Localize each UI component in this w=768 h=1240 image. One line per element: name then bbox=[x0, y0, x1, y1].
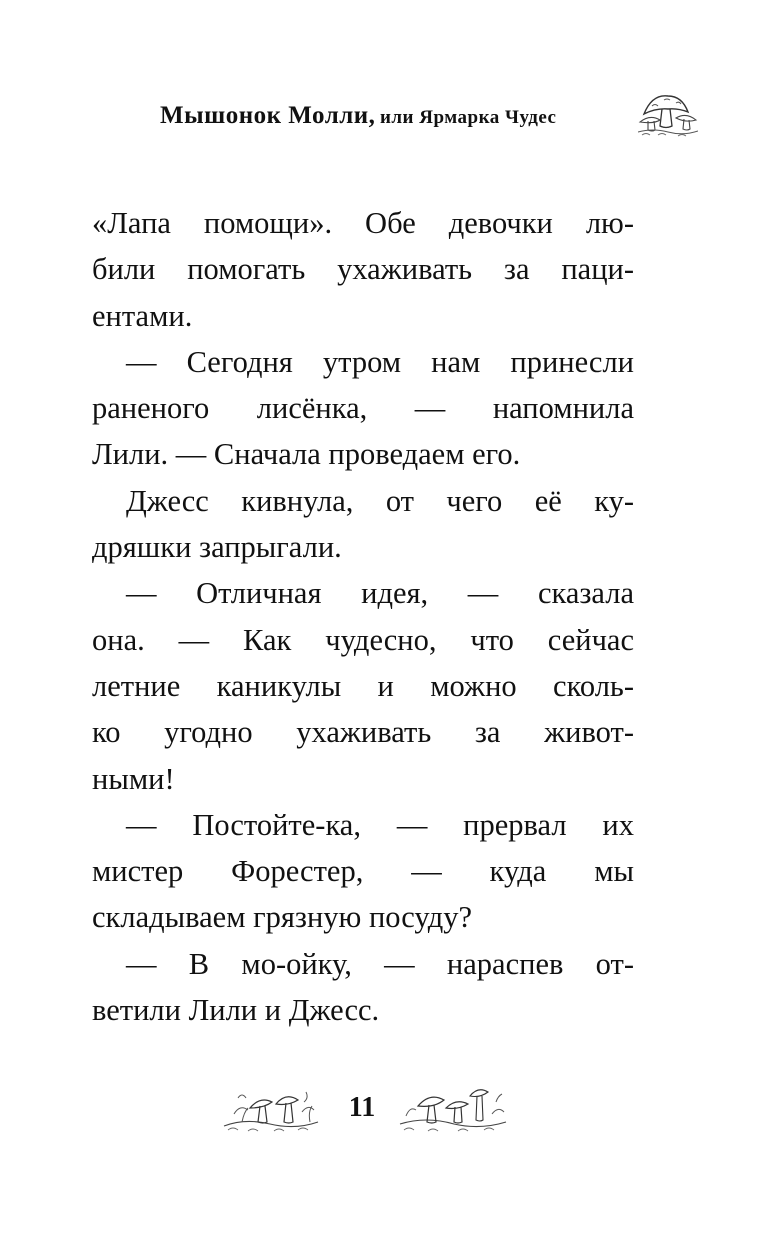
text-line: ветили Лили и Джесс. bbox=[92, 993, 380, 1028]
text-line: мистер Форестер, — куда мы bbox=[92, 854, 634, 889]
running-header bbox=[160, 96, 705, 144]
book-title-sub: или Ярмарка Чудес bbox=[379, 107, 557, 128]
page-footer bbox=[220, 1078, 510, 1138]
text-line: — Постойте-ка, — прервал их bbox=[126, 807, 634, 842]
text-line: Джесс кивнула, от чего её ку- bbox=[126, 483, 634, 518]
mushroom-ornament-left-icon bbox=[220, 1078, 320, 1138]
text-line: ентами. bbox=[92, 298, 193, 333]
book-title-main: Мышонок Молли, bbox=[160, 102, 376, 129]
body-text bbox=[92, 200, 634, 1033]
text-line: били помогать ухаживать за паци- bbox=[92, 252, 634, 287]
text-line: — Отличная идея, — сказала bbox=[126, 576, 634, 611]
text-line: Лили. — Сначала проведаем его. bbox=[92, 437, 521, 472]
mushroom-ornament-icon bbox=[638, 88, 698, 138]
text-line: — В мо-ойку, — нараспев от- bbox=[126, 946, 634, 981]
text-line: ко угодно ухаживать за живот- bbox=[92, 715, 634, 750]
text-line: раненого лисёнка, — напомнила bbox=[92, 391, 634, 426]
book-title bbox=[160, 102, 557, 130]
page-number: 11 bbox=[348, 1092, 376, 1123]
text-line: летние каникулы и можно сколь- bbox=[92, 668, 634, 703]
text-line: «Лапа помощи». Обе девочки лю- bbox=[92, 206, 634, 240]
mushroom-ornament-right-icon bbox=[398, 1078, 508, 1138]
text-line: она. — Как чудесно, что сейчас bbox=[92, 622, 634, 657]
text-line: складываем грязную посуду? bbox=[92, 900, 473, 935]
text-line: — Сегодня утром нам принесли bbox=[126, 344, 634, 379]
text-line: ными! bbox=[92, 761, 175, 796]
text-line: дряшки запрыгали. bbox=[92, 530, 342, 565]
